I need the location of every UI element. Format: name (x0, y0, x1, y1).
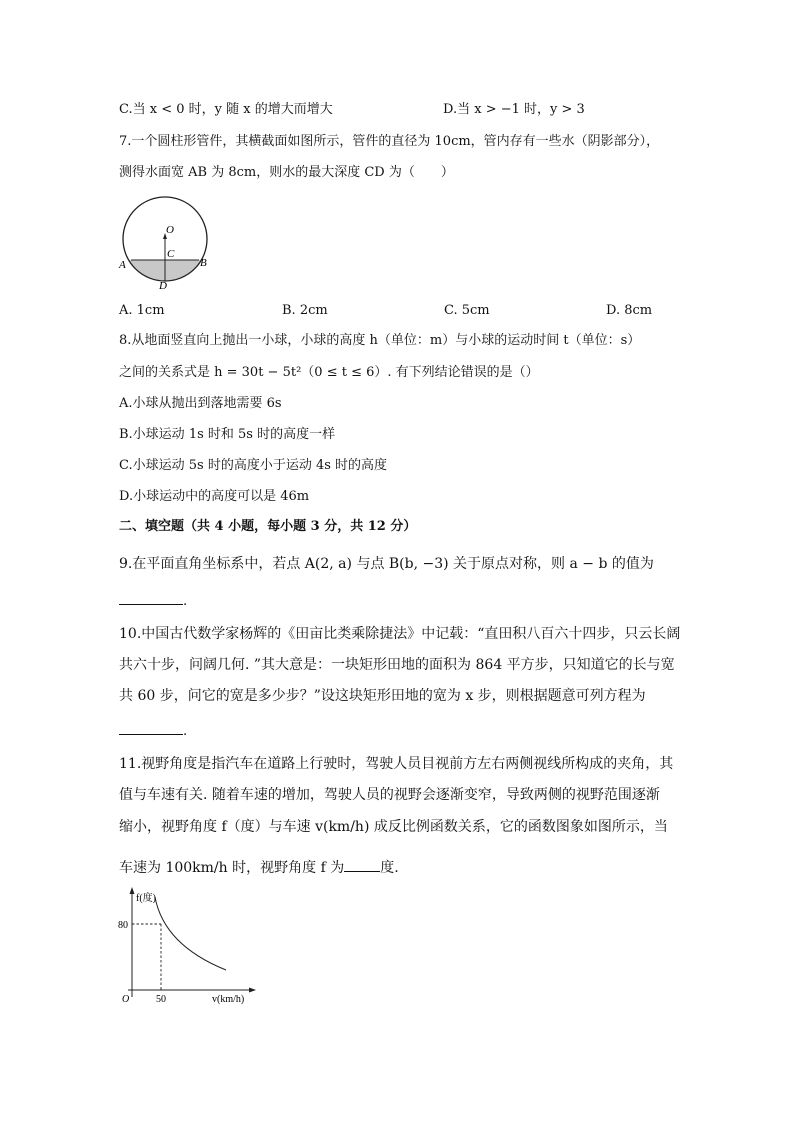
q11-stem-line4 (119, 857, 399, 877)
inverse-curve (155, 897, 226, 970)
y-axis-arrow (130, 887, 135, 894)
q7-stem-line2: 测得水面宽 AB 为 8cm，则水的最大深度 CD 为（ ） (119, 165, 454, 180)
x-tick-50: 50 (156, 994, 166, 1005)
q7-option-c: C. 5cm (444, 303, 490, 318)
q9-answer-line (119, 590, 187, 611)
q8-option-d: D.小球运动中的高度可以是 46m (119, 489, 310, 504)
q11-stem-line4-text: 车速为 100km/h 时，视野角度 f 为 (119, 860, 345, 876)
section-heading-fill-in: 二、填空题（共 4 小题，每小题 3 分，共 12 分） (119, 519, 417, 534)
q9-period: . (183, 594, 188, 609)
q10-stem-line3: 共 60 步，问它的宽是多少步？”设这块矩形田地的宽为 x 步，则根据题意可列方程为 (119, 688, 646, 704)
q7-option-b: B. 2cm (282, 303, 328, 318)
q11-unit: 度. (380, 860, 399, 876)
q6-option-c: C.当 x < 0 时，y 随 x 的增大而增大 (119, 102, 333, 117)
q7-option-d: D. 8cm (606, 303, 653, 318)
q11-stem-line1: 11.视野角度是指汽车在道路上行驶时，驾驶人员目视前方左右两侧视线所构成的夹角，其 (119, 756, 674, 772)
x-axis-label: v(km/h) (212, 994, 245, 1005)
q7-circle-figure (114, 195, 220, 291)
q10-stem-line1: 10.中国古代数学家杨辉的《田亩比类乘除捷法》中记载：“直田积八百六十四步，只云长阔 (119, 626, 681, 642)
label-a: A (119, 259, 126, 271)
q6-option-d: D.当 x > −1 时，y > 3 (443, 102, 585, 117)
label-c: C (167, 248, 175, 260)
q9-answer-blank[interactable] (119, 590, 183, 605)
q11-stem-line3: 缩小，视野角度 f（度）与车速 v(km/h) 成反比例函数关系，它的函数图象如图所示，当 (119, 819, 668, 835)
q11-stem-line2: 值与车速有关. 随着车速的增加，驾驶人员的视野会逐渐变窄，导致两侧的视野范围逐渐 (119, 787, 660, 803)
label-b: B (200, 257, 207, 269)
y-axis-label: f(度) (136, 893, 156, 904)
label-d: D (159, 280, 167, 291)
y-tick-80: 80 (118, 920, 128, 931)
q10-answer-line (119, 720, 187, 741)
q8-option-c: C.小球运动 5s 时的高度小于运动 4s 时的高度 (119, 458, 388, 473)
q10-period: . (183, 724, 188, 739)
q7-option-a: A. 1cm (119, 303, 165, 318)
q7-stem-line1: 7.一个圆柱形管件，其横截面如图所示，管件的直径为 10cm，管内存有一些水（阴影部分）， (119, 134, 660, 149)
q9-stem: 9.在平面直角坐标系中，若点 A(2, a) 与点 B(b, −3) 关于原点对称，则 a − b 的值为 (119, 556, 654, 572)
q8-option-b: B.小球运动 1s 时和 5s 时的高度一样 (119, 427, 336, 442)
label-o: O (166, 224, 174, 236)
q8-stem-line1: 8.从地面竖直向上抛出一小球，小球的高度 h（单位：m）与小球的运动时间 t（单位：s） (119, 333, 641, 348)
q8-option-a: A.小球从抛出到落地需要 6s (119, 396, 282, 411)
q10-stem-line2: 共六十步，问阔几何. ”其大意是：一块矩形田地的面积为 864 平方步，只知道它的长与宽 (119, 657, 675, 673)
q8-stem-line2: 之间的关系式是 h = 30t − 5t²（0 ≤ t ≤ 6）. 有下列结论错误的是（） (119, 365, 539, 380)
origin-label: O (122, 994, 130, 1005)
x-axis-arrow (249, 988, 256, 993)
q11-answer-blank[interactable] (344, 857, 380, 872)
q10-answer-blank[interactable] (119, 720, 183, 735)
q11-inverse-proportion-graph (114, 885, 264, 1007)
